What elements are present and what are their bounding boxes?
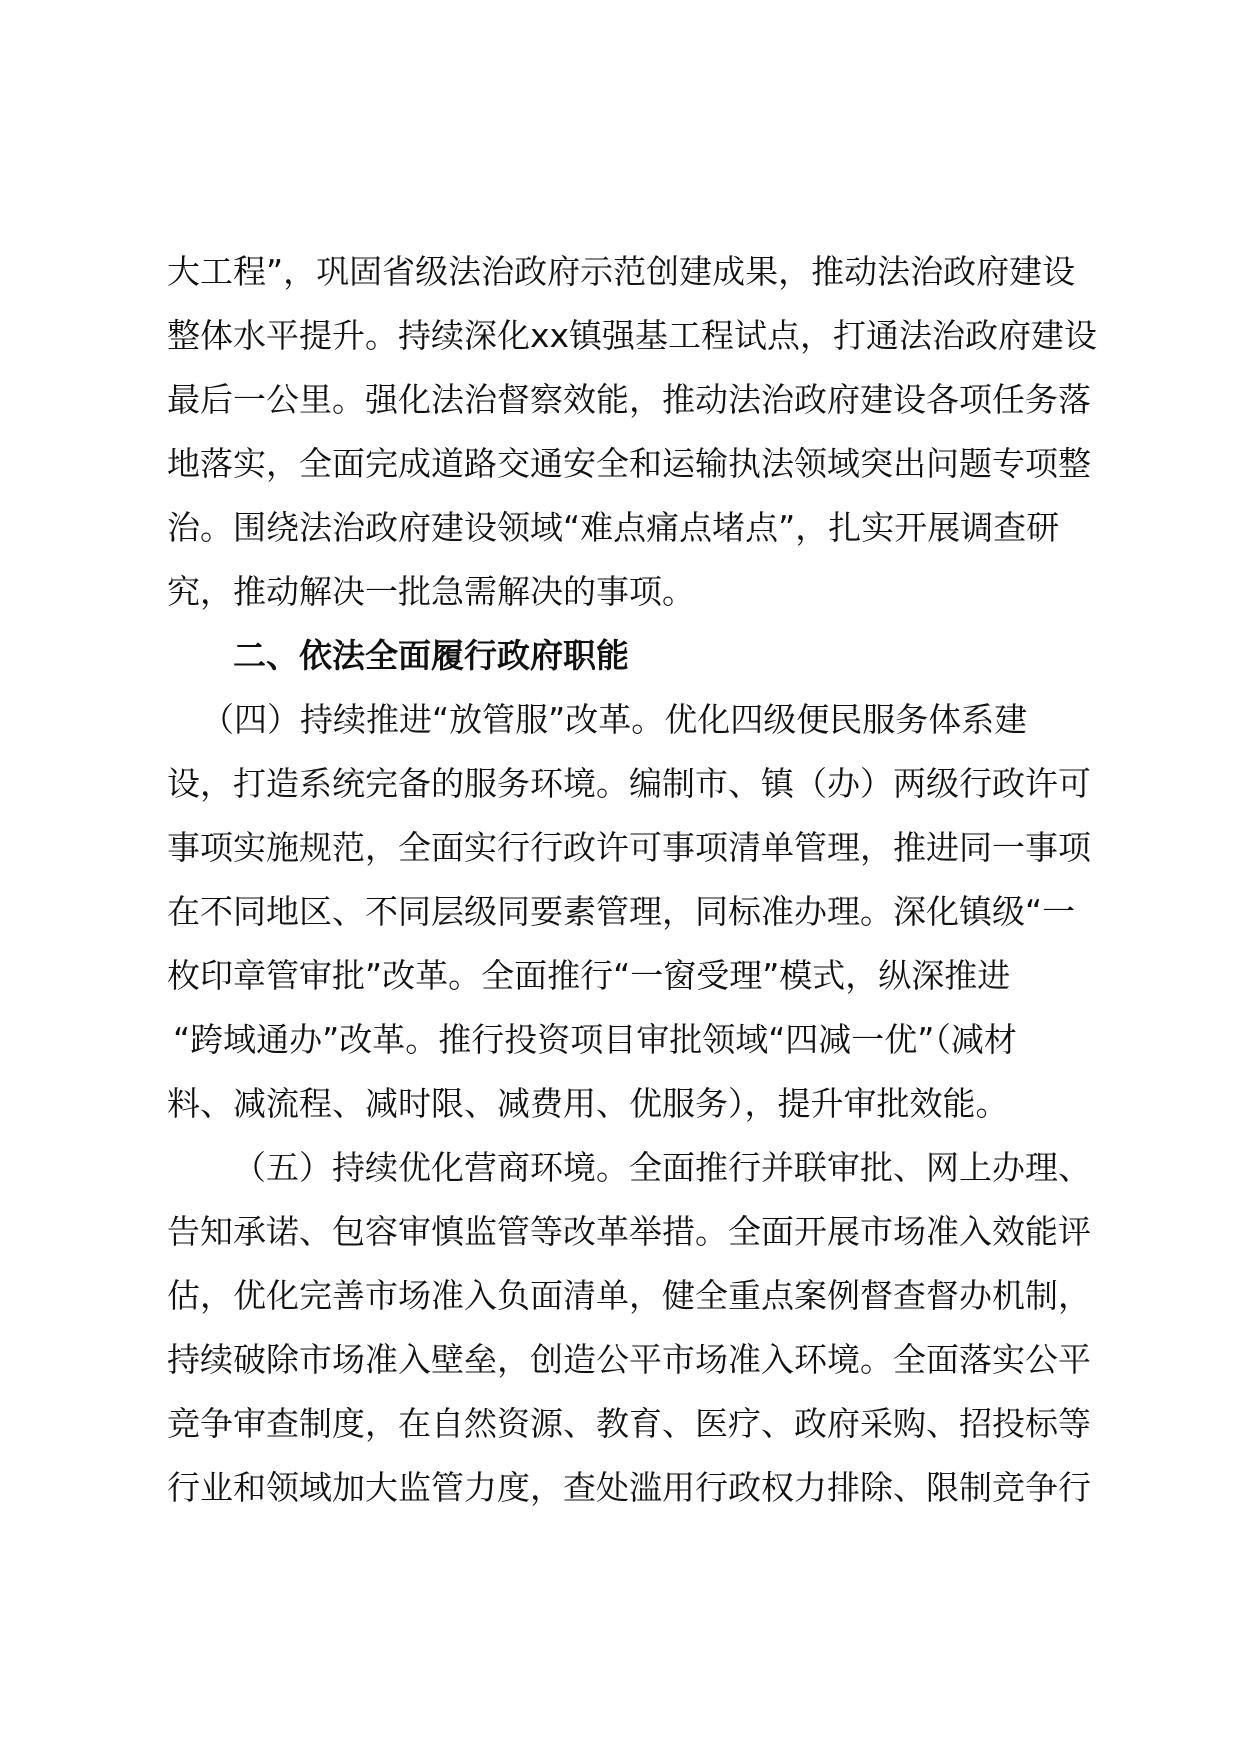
body-line: 最后一公里。强化法治督察效能，推动法治政府建设各项任务落 [167, 380, 1091, 419]
body-line: 大工程”，巩固省级法治政府示范创建成果，推动法治政府建设 [167, 252, 1076, 291]
document-body [167, 240, 1107, 1520]
body-line: 设，打造系统完备的服务环境。编制市、镇（办）两级行政许可 [167, 764, 1091, 803]
body-line: 枚印章管审批”改革。全面推行“一窗受理”模式，纵深推进 [167, 956, 1011, 995]
body-line: 料、减流程、减时限、减费用、优服务），提升审批效能。 [167, 1084, 1009, 1123]
body-line: 治。围绕法治政府建设领域“难点痛点堵点”，扎实开展调查研 [167, 508, 1060, 547]
body-line: 竞争审查制度，在自然资源、教育、医疗、政府采购、招投标等 [167, 1404, 1091, 1443]
body-line: 行业和领域加大监管力度，查处滥用行政权力排除、限制竞争行 [167, 1468, 1091, 1507]
body-line: 整体水平提升。持续深化xx镇强基工程试点，打通法治政府建设 [167, 316, 1098, 355]
body-line: 究，推动解决一批急需解决的事项。 [167, 572, 695, 611]
body-line: 持续破除市场准入壁垒，创造公平市场准入环境。全面落实公平 [167, 1340, 1091, 1379]
body-line: 估，优化完善市场准入负面清单，健全重点案例督查督办机制， [167, 1276, 1091, 1315]
body-line: 地落实，全面完成道路交通安全和运输执法领域突出问题专项整 [167, 444, 1091, 483]
body-line: 事项实施规范，全面实行行政许可事项清单管理，推进同一事项 [167, 828, 1091, 867]
paragraph-start-line: （四）持续推进“放管服”改革。优化四级便民服务体系建 [201, 700, 1028, 739]
body-line: “跨域通办”改革。推行投资项目审批领域“四减一优”（减材 [173, 1020, 1017, 1059]
body-line: 告知承诺、包容审慎监管等改革举措。全面开展市场准入效能评 [167, 1212, 1091, 1251]
body-line: 在不同地区、不同层级同要素管理，同标准办理。深化镇级“一 [167, 892, 1076, 931]
section-heading: 二、依法全面履行政府职能 [233, 636, 629, 675]
paragraph-start-line: （五）持续优化营商环境。全面推行并联审批、网上办理、 [233, 1148, 1091, 1187]
